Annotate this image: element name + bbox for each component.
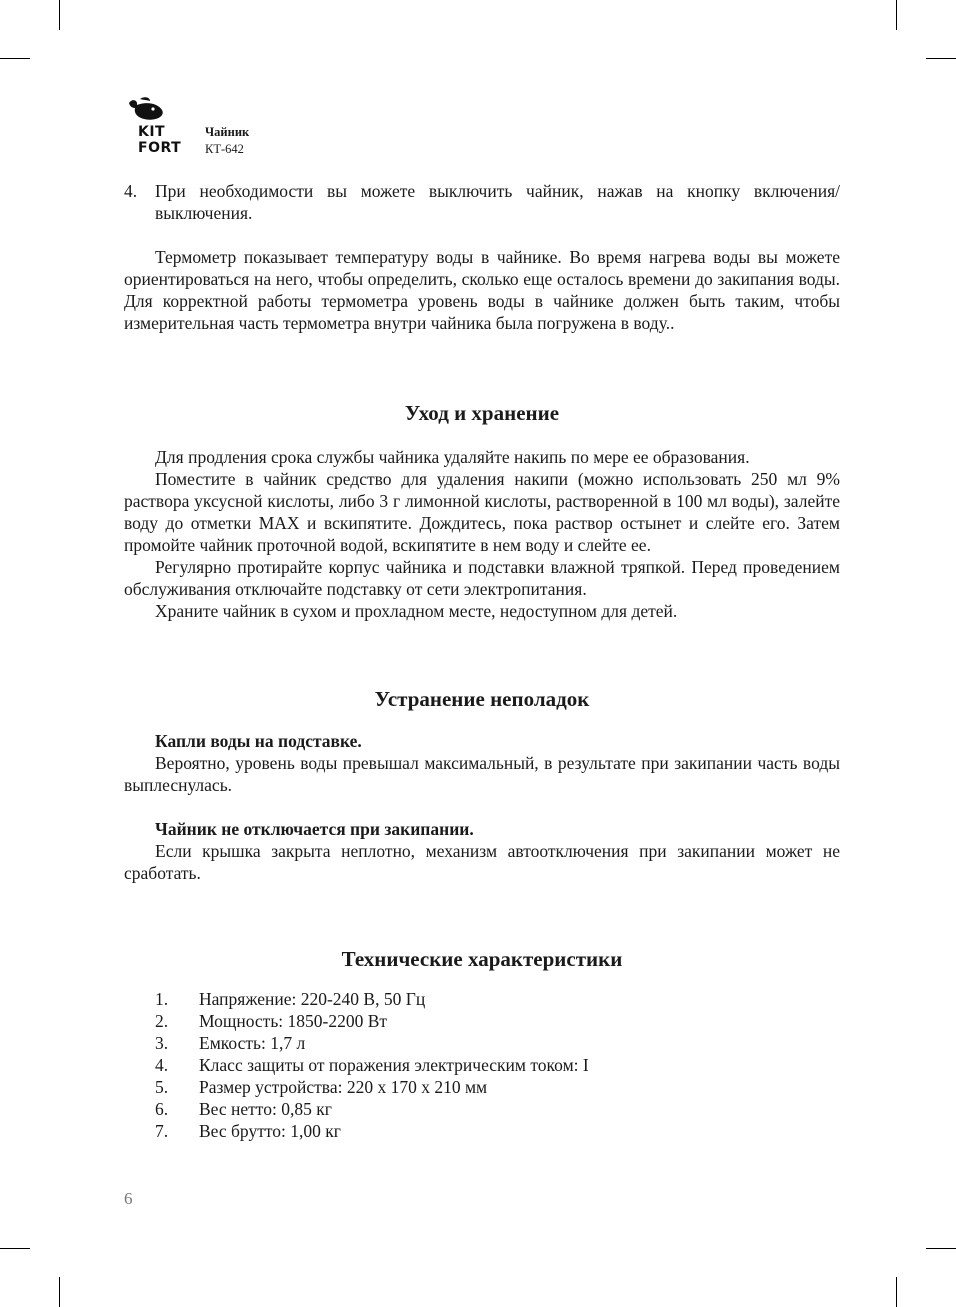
troubleshooting-issue	[124, 818, 840, 884]
spec-item	[124, 988, 840, 1010]
spec-item	[124, 1120, 840, 1142]
crop-mark	[59, 0, 60, 30]
crop-mark	[0, 58, 30, 59]
page-number: 6	[124, 1189, 133, 1208]
spec-number: 3.	[155, 1033, 169, 1053]
care-section-body	[124, 446, 840, 622]
issue-heading: Капли воды на подставке.	[155, 731, 362, 751]
spec-number: 2.	[155, 1011, 169, 1031]
spec-text: Вес брутто: 1,00 кг	[199, 1121, 341, 1141]
specs-section-title: Технические характеристики	[341, 947, 623, 971]
crop-mark	[926, 58, 956, 59]
spec-item	[124, 1098, 840, 1120]
specs-list	[124, 988, 840, 1142]
spec-item	[124, 1010, 840, 1032]
spec-number: 6.	[155, 1099, 169, 1119]
step-text: При необходимости вы можете выключить чайник, нажав на кнопку включения/ выключения.	[155, 181, 840, 223]
product-name: Чайник	[205, 125, 250, 139]
spec-item	[124, 1054, 840, 1076]
crop-mark	[0, 1248, 30, 1249]
care-paragraph: Поместите в чайник средство для удаления накипи (можно использовать 250 мл 9% раствора уксусной кислоты, либо 3 г лимонной кислоты, растворенной в 100 мл воды), залейте воду до отметки MAX и вскипятите. Дождитесь, пока раствор остынет и слейте его. Затем промойте чайник проточной водой, вскипятите в нем воду и слейте ее.	[124, 469, 840, 555]
spec-text: Размер устройства: 220 х 170 х 210 мм	[199, 1077, 488, 1097]
spec-number: 7.	[155, 1121, 169, 1141]
spec-number: 4.	[155, 1055, 169, 1075]
instruction-step	[124, 180, 840, 224]
spec-text: Мощность: 1850-2200 Вт	[199, 1011, 388, 1031]
spec-text: Емкость: 1,7 л	[199, 1033, 306, 1053]
care-paragraph: Храните чайник в сухом и прохладном месте, недоступном для детей.	[155, 601, 678, 621]
spec-item	[124, 1076, 840, 1098]
spec-number: 1.	[155, 989, 169, 1009]
issue-text: Если крышка закрыта неплотно, механизм автоотключения при закипании может не сработать.	[124, 841, 840, 883]
spec-number: 5.	[155, 1077, 169, 1097]
spec-item	[124, 1032, 840, 1054]
issue-heading: Чайник не отключается при закипании.	[155, 819, 474, 839]
spec-text: Вес нетто: 0,85 кг	[199, 1099, 332, 1119]
step-number: 4.	[124, 181, 138, 201]
product-info	[205, 124, 249, 158]
care-paragraph: Регулярно протирайте корпус чайника и подставки влажной тряпкой. Перед проведением обслуживания отключайте подставку от сети электропитания.	[124, 557, 840, 599]
crop-mark	[926, 1248, 956, 1249]
whale-icon	[126, 96, 166, 122]
care-paragraph: Для продления срока службы чайника удаляйте накипь по мере ее образования.	[155, 447, 750, 467]
care-section-title: Уход и хранение	[404, 401, 560, 425]
spec-text: Класс защиты от поражения электрическим током: I	[199, 1055, 589, 1075]
thermometer-paragraph: Термометр показывает температуру воды в чайнике. Во время нагрева воды вы можете ориентироваться на него, чтобы определить, сколько еще осталось времени до закипания воды. Для корректной работы термометра уровень воды в чайнике должен быть таким, чтобы измерительная часть термометра внутри чайника была погружена в воду..	[124, 247, 840, 333]
crop-mark	[896, 1277, 897, 1307]
brand-logo	[124, 96, 194, 158]
crop-mark	[59, 1277, 60, 1307]
logo-text-fort: FORT	[138, 140, 182, 156]
spec-text: Напряжение: 220-240 В, 50 Гц	[199, 989, 426, 1009]
crop-mark	[896, 0, 897, 30]
issue-text: Вероятно, уровень воды превышал максимальный, в результате при закипании часть воды выплеснулась.	[124, 753, 840, 795]
product-model: КТ-642	[205, 142, 244, 156]
troubleshooting-section-title: Устранение неполадок	[374, 687, 590, 711]
logo-text-kit: KIT	[138, 124, 166, 140]
troubleshooting-issue	[124, 730, 840, 796]
page-content	[124, 180, 840, 1142]
